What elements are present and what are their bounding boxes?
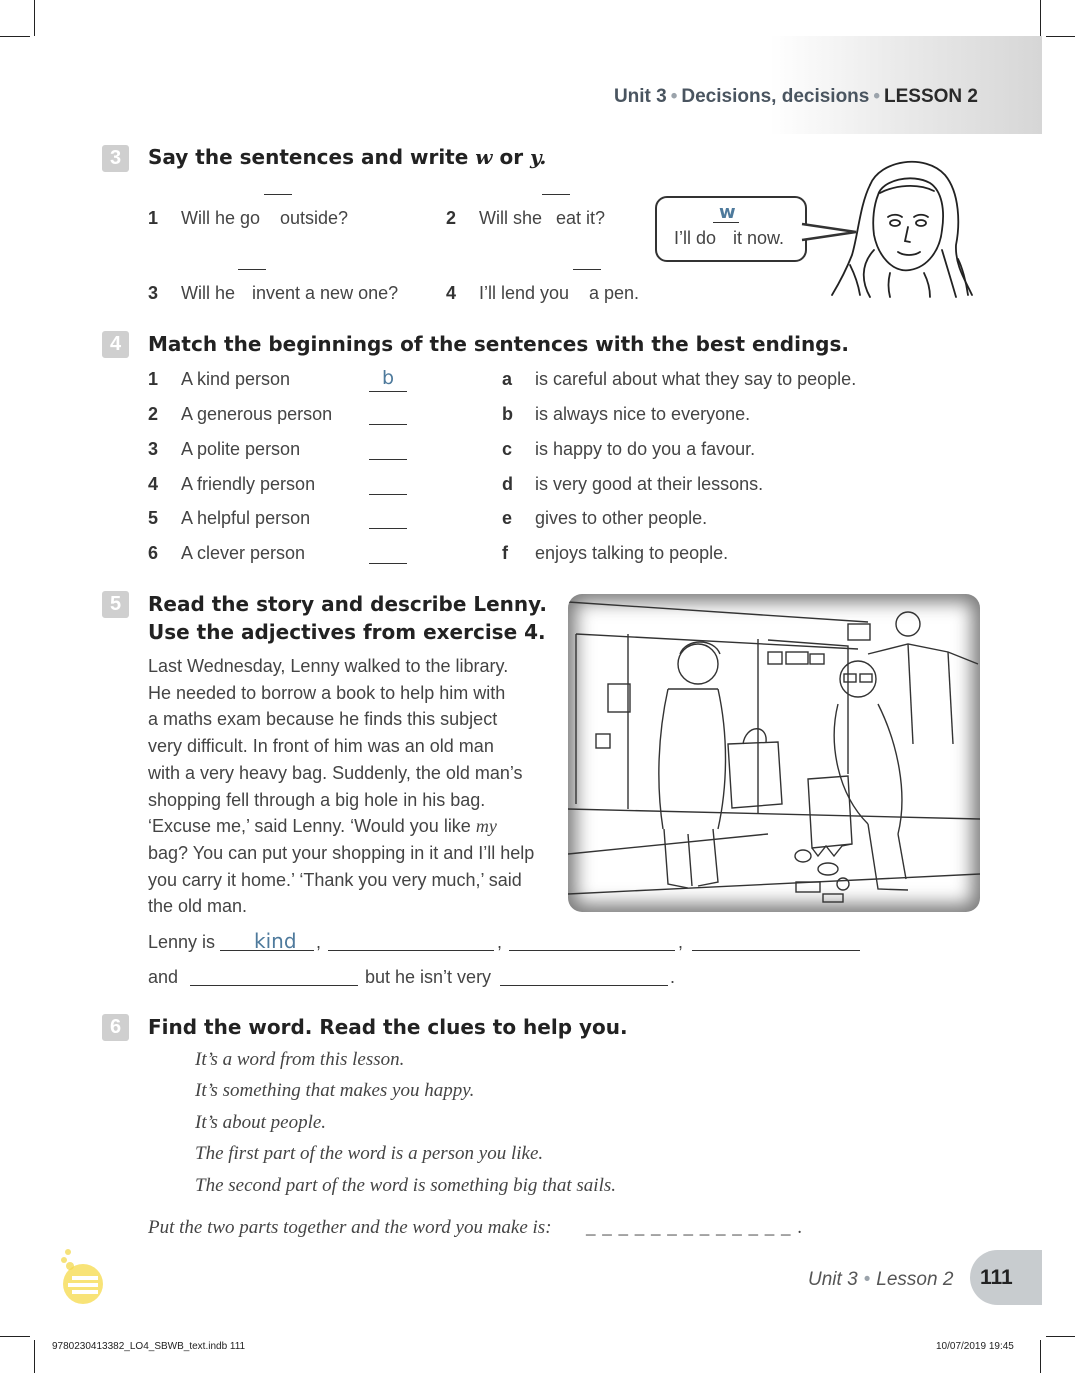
exercise-4-heading: Match the beginnings of the sentences with the best endings. bbox=[148, 332, 849, 356]
crop-mark bbox=[34, 1340, 35, 1373]
adjective-blank-2[interactable] bbox=[328, 950, 494, 951]
header-title: Decisions, decisions bbox=[681, 86, 870, 107]
crop-mark bbox=[0, 36, 30, 37]
exercise-4-badge: 4 bbox=[102, 331, 129, 358]
slug-date: 10/07/2019 19:45 bbox=[936, 1341, 1014, 1352]
crop-mark bbox=[34, 0, 35, 36]
answer-blank bbox=[713, 222, 739, 223]
match-answer-blank[interactable] bbox=[369, 391, 407, 392]
final-word-prompt: Put the two parts together and the word you make is: bbox=[148, 1217, 552, 1238]
match-answer-blank[interactable] bbox=[369, 459, 407, 460]
publisher-logo bbox=[58, 1246, 106, 1306]
exercise-6-heading: Find the word. Read the clues to help you. bbox=[148, 1015, 628, 1039]
exercise-5-badge: 5 bbox=[102, 591, 129, 618]
crop-mark bbox=[1046, 1336, 1075, 1337]
answer-blank[interactable] bbox=[542, 194, 570, 195]
adjective-blank-3[interactable] bbox=[509, 950, 675, 951]
exercise-5-heading-line1: Read the story and describe Lenny. bbox=[148, 592, 547, 616]
adjective-blank-6[interactable] bbox=[500, 985, 668, 986]
slug-file: 9780230413382_LO4_SBWB_text.indb 111 bbox=[52, 1341, 246, 1352]
match-answer: b bbox=[382, 367, 395, 389]
adjective-blank-4[interactable] bbox=[692, 950, 860, 951]
answer-blank[interactable] bbox=[264, 194, 292, 195]
story-illustration bbox=[568, 594, 980, 912]
match-answer-blank[interactable] bbox=[369, 563, 407, 564]
clue: The first part of the word is a person you like. bbox=[195, 1143, 544, 1164]
adjective-blank-5[interactable] bbox=[190, 985, 358, 986]
speech-bubble: w I’ll do it now. bbox=[655, 196, 807, 262]
page-number: 111 bbox=[980, 1266, 1013, 1289]
match-answer-blank[interactable] bbox=[369, 424, 407, 425]
story-text: Last Wednesday, Lenny walked to the library. He needed to borrow a book to help him with a maths exam because he finds this subject very difficult. In front of him was an old man with a very heavy bag. Suddenly, the old man’s shopping fell through a big hole in his bag. ‘Excuse me,’ said Lenny. ‘Would you like my bag? You can put your shopping in it and I’ll help you carry it home.’ ‘Thank you very much,’ said the old man. bbox=[148, 656, 535, 917]
exercise-5-heading-line2: Use the adjectives from exercise 4. bbox=[148, 620, 546, 644]
crop-mark bbox=[0, 1336, 30, 1337]
clue: It’s about people. bbox=[195, 1112, 327, 1133]
footer-label: Unit 3 • Lesson 2 bbox=[808, 1269, 954, 1290]
page-header: Unit 3 • Decisions, decisions • LESSON 2 bbox=[613, 86, 978, 107]
crop-mark bbox=[1046, 36, 1075, 37]
exercise-3-heading: Say the sentences and write w or y. bbox=[148, 145, 547, 169]
header-band bbox=[770, 36, 1042, 134]
girl-illustration bbox=[830, 155, 976, 298]
clue: The second part of the word is something big that sails. bbox=[195, 1175, 616, 1196]
crop-mark bbox=[1040, 0, 1041, 36]
clue: It’s something that makes you happy. bbox=[195, 1080, 475, 1101]
match-answer-blank[interactable] bbox=[369, 528, 407, 529]
adjective-answer-kind: kind bbox=[254, 929, 297, 953]
bubble-answer: w bbox=[719, 202, 736, 223]
answer-blank[interactable] bbox=[238, 269, 266, 270]
clue: It’s a word from this lesson. bbox=[195, 1049, 405, 1070]
match-answer-blank[interactable] bbox=[369, 494, 407, 495]
answer-blank[interactable] bbox=[573, 269, 601, 270]
exercise-3-badge: 3 bbox=[102, 145, 129, 172]
header-lesson: LESSON 2 bbox=[884, 86, 978, 107]
header-unit: Unit 3 bbox=[613, 86, 667, 107]
exercise-6-badge: 6 bbox=[102, 1014, 129, 1041]
shop-scene-image bbox=[568, 594, 980, 912]
final-word-blanks[interactable]: _ _ _ _ _ _ _ _ _ _ _ _ _ . bbox=[586, 1217, 803, 1238]
crop-mark bbox=[1040, 1340, 1041, 1373]
